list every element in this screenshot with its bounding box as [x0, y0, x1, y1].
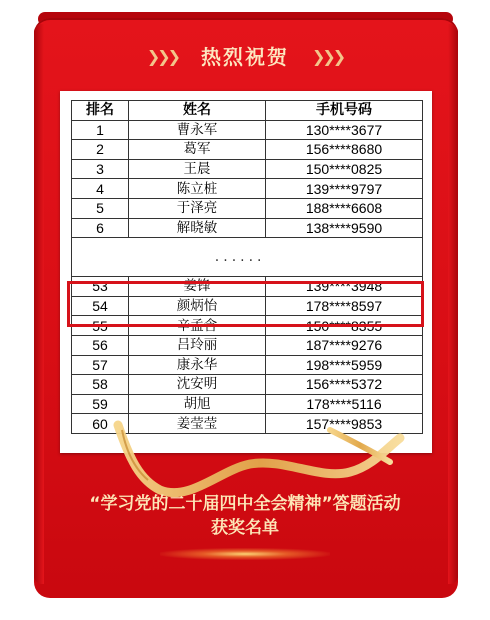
winners-sheet: [60, 91, 432, 453]
table-row: [72, 198, 423, 218]
winners-table: [71, 100, 423, 434]
table-row: [72, 277, 423, 297]
golden-glow: [160, 548, 330, 560]
phone-cell: 138****9590: [266, 218, 423, 238]
phone-cell: 156****8680: [266, 140, 423, 160]
column-header-phone: 手机号码: [266, 101, 423, 121]
rank-cell: 55: [72, 316, 129, 336]
rank-cell: 57: [72, 355, 129, 375]
congrats-title: 热烈祝贺: [201, 45, 289, 69]
table-row: [72, 140, 423, 160]
phone-cell: 150****0825: [266, 159, 423, 179]
rank-cell: 59: [72, 394, 129, 414]
table-row: [72, 316, 423, 336]
name-cell: 王晨: [129, 159, 266, 179]
table-row: [72, 355, 423, 375]
name-cell: 葛军: [129, 140, 266, 160]
name-cell: 辛孟含: [129, 316, 266, 336]
rank-cell: 3: [72, 159, 129, 179]
rank-cell: 4: [72, 179, 129, 199]
phone-cell: 187****9276: [266, 335, 423, 355]
name-cell: 于泽亮: [129, 198, 266, 218]
name-cell: 吕玲丽: [129, 335, 266, 355]
phone-cell: 150****8355: [266, 316, 423, 336]
name-cell: 姜锋: [129, 277, 266, 297]
rank-cell: 60: [72, 414, 129, 434]
name-cell: 胡旭: [129, 394, 266, 414]
rank-cell: 53: [72, 277, 129, 297]
table-header-row: [72, 101, 423, 121]
caption-line-2: 获奖名单: [211, 518, 279, 538]
rank-cell: 6: [72, 218, 129, 238]
name-cell: 陈立桩: [129, 179, 266, 199]
rank-cell: 1: [72, 120, 129, 140]
congrats-header: [0, 42, 490, 72]
phone-cell: 156****5372: [266, 375, 423, 395]
table-row: [72, 375, 423, 395]
rank-cell: 5: [72, 198, 129, 218]
phone-cell: 130****3677: [266, 120, 423, 140]
phone-cell: 198****5959: [266, 355, 423, 375]
table-row: [72, 120, 423, 140]
name-cell: 康永华: [129, 355, 266, 375]
phone-cell: 139****9797: [266, 179, 423, 199]
name-cell: 解晓敏: [129, 218, 266, 238]
ellipsis-row: [72, 238, 423, 277]
table-row: [72, 296, 423, 316]
column-header-name: 姓名: [129, 101, 266, 121]
table-row: [72, 179, 423, 199]
phone-cell: 178****5116: [266, 394, 423, 414]
name-cell: 姜莹莹: [129, 414, 266, 434]
name-cell: 曹永军: [129, 120, 266, 140]
table-row: [72, 218, 423, 238]
ellipsis-text: ......: [214, 249, 266, 266]
rank-cell: 56: [72, 335, 129, 355]
rank-cell: 54: [72, 296, 129, 316]
rank-cell: 2: [72, 140, 129, 160]
table-row: [72, 335, 423, 355]
phone-cell: 139****3948: [266, 277, 423, 297]
column-header-rank: 排名: [72, 101, 129, 121]
phone-cell: 178****8597: [266, 296, 423, 316]
chevron-right-icon: ❯❯❯: [311, 47, 344, 66]
table-row: [72, 394, 423, 414]
caption: [0, 492, 490, 540]
table-row: [72, 159, 423, 179]
chevron-right-icon: ❯❯❯: [146, 47, 179, 66]
phone-cell: 157****9853: [266, 414, 423, 434]
name-cell: 颜炳怡: [129, 296, 266, 316]
rank-cell: 58: [72, 375, 129, 395]
caption-line-1: “学习党的二十届四中全会精神”答题活动: [89, 494, 401, 514]
name-cell: 沈安明: [129, 375, 266, 395]
phone-cell: 188****6608: [266, 198, 423, 218]
